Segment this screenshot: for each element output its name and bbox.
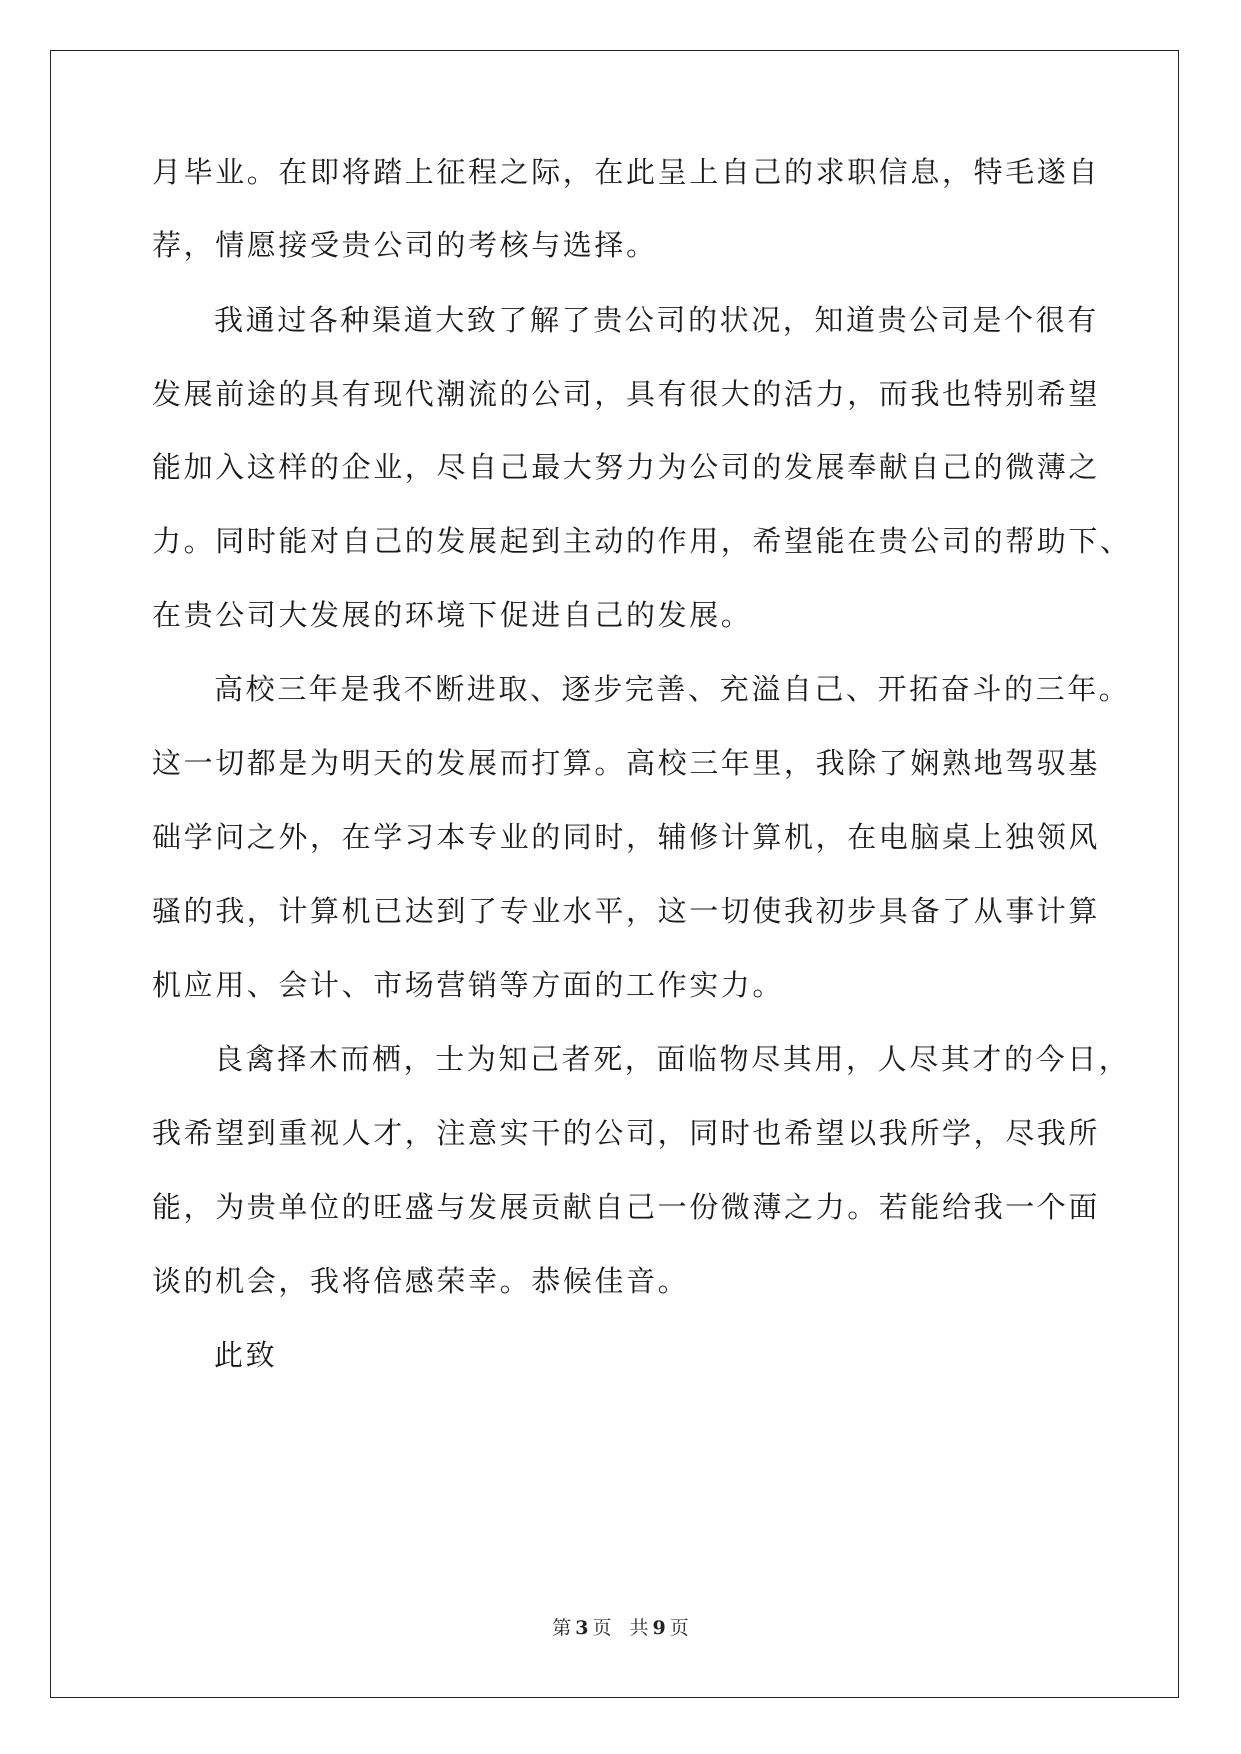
text-line: 这一切都是为明天的发展而打算。高校三年里，我除了娴熟地驾驭基 [152,746,1101,780]
closing-salutation: 此致 [214,1338,278,1372]
paragraph-start-line: 高校三年是我不断进取、逐步完善、充溢自己、开拓奋斗的三年。 [214,672,1131,706]
text-line: 发展前途的具有现代潮流的公司，具有很大的活力，而我也特别希望 [152,377,1101,411]
footer-page-unit: 页 [592,1617,612,1639]
footer-total-unit: 页 [669,1617,689,1639]
text-line: 础学问之外，在学习本专业的同时，辅修计算机，在电脑桌上独领风 [152,820,1101,854]
paragraph-start-line: 良禽择木而栖，士为知己者死，面临物尽其用，人尽其才的今日， [214,1042,1131,1076]
text-line: 能加入这样的企业，尽自己最大努力为公司的发展奉献自己的微薄之 [152,450,1101,484]
footer-prefix: 第 [552,1617,572,1639]
text-line: 荐，情愿接受贵公司的考核与选择。 [152,228,658,262]
text-line: 骚的我，计算机已达到了专业水平，这一切使我初步具备了从事计算 [152,894,1101,928]
text-line: 在贵公司大发展的环境下促进自己的发展。 [152,598,753,632]
page-border [50,50,1179,1698]
paragraph-start-line: 我通过各种渠道大致了解了贵公司的状况，知道贵公司是个很有 [214,303,1099,337]
text-line: 我希望到重视人才，注意实干的公司，同时也希望以我所学，尽我所 [152,1116,1101,1150]
total-page-count: 9 [652,1617,666,1639]
text-line: 力。同时能对自己的发展起到主动的作用，希望能在贵公司的帮助下、 [152,524,1132,558]
text-line: 月毕业。在即将踏上征程之际，在此呈上自己的求职信息，特毛遂自 [152,155,1101,189]
page-footer [0,1619,1241,1638]
text-line: 机应用、会计、市场营销等方面的工作实力。 [152,968,785,1002]
text-line: 能，为贵单位的旺盛与发展贡献自己一份微薄之力。若能给我一个面 [152,1190,1101,1224]
current-page-number: 3 [575,1617,589,1639]
footer-total-prefix: 共 [629,1617,649,1639]
text-line: 谈的机会，我将倍感荣幸。恭候佳音。 [152,1264,690,1298]
